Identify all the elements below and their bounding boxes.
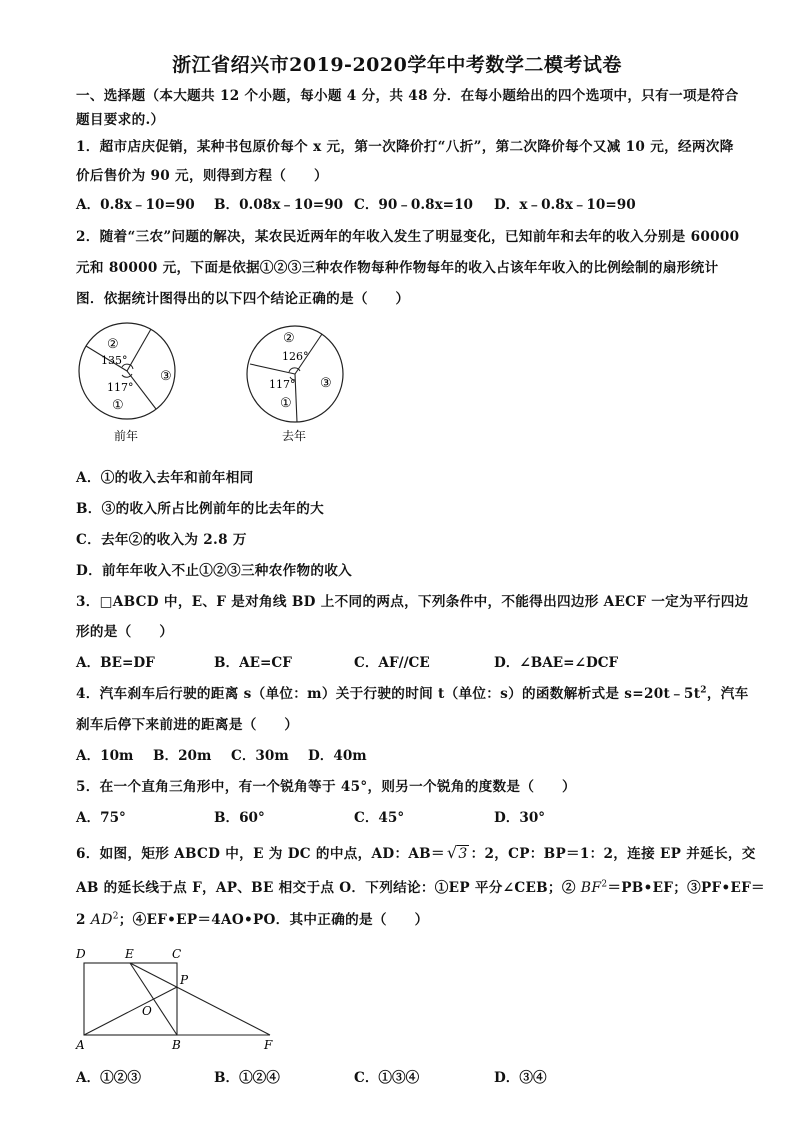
point-f-label: F xyxy=(264,1038,273,1052)
section-intro-line1: 一、选择题（本大题共 12 个小题，每小题 4 分，共 48 分．在每小题给出的四个选项中，只有一项是符合 xyxy=(76,88,739,104)
q6-line1-text: 6．如图，矩形 ABCD 中，E 为 DC 的中点，AD：AB＝ xyxy=(76,846,445,862)
section-intro-line2: 题目要求的.） xyxy=(76,112,165,128)
q6-line3-tail: ；④EF•EP＝4AO•PO．其中正确的是（ ） xyxy=(118,912,429,928)
pie2-label-2: ② xyxy=(283,331,295,346)
point-o-label: O xyxy=(142,1004,152,1018)
q2-line3: 图．依据统计图得出的以下四个结论正确的是（ ） xyxy=(76,291,410,307)
q4-option-c: C．30m xyxy=(231,748,289,764)
q6-option-d: D．③④ xyxy=(494,1070,547,1086)
q3-option-c: C．AF//CE xyxy=(354,655,430,671)
q2-option-a: A．①的收入去年和前年相同 xyxy=(76,470,254,486)
pie1-label-3: ③ xyxy=(160,369,172,384)
q4-line1-text: 4．汽车刹车后行驶的距离 s（单位：m）关于行驶的时间 t（单位：s）的函数解析式是 s=20t﹣5t xyxy=(76,686,701,702)
pie1-angle-bottom: 117° xyxy=(107,381,134,394)
sqrt-argument: 3 xyxy=(458,846,468,862)
pie2-caption: 去年 xyxy=(282,429,307,443)
page-title: 浙江省绍兴市2019-2020学年中考数学二模考试卷 xyxy=(172,54,622,76)
q5-option-c: C．45° xyxy=(354,810,405,826)
q1-option-b: B．0.08x﹣10=90 xyxy=(214,197,344,213)
q6-option-c: C．①③④ xyxy=(354,1070,420,1086)
q2-option-b: B．③的收入所占比例前年的比去年的大 xyxy=(76,501,324,517)
q6-line2 xyxy=(76,876,765,896)
q1-line1: 1．超市店庆促销，某种书包原价每个 x 元，第一次降价打“八折”，第二次降价每个又减 10 元，经两次降 xyxy=(76,139,734,155)
q1-option-d: D．x﹣0.8x﹣10=90 xyxy=(494,197,636,213)
rectangle-geometry-figure xyxy=(70,942,290,1054)
point-b-label: B xyxy=(172,1038,181,1052)
pie1-label-2: ② xyxy=(107,337,119,352)
sqrt-sign-icon: √ xyxy=(446,843,458,862)
pie-chart-last-year xyxy=(242,322,362,444)
q6-line2-tail: ＝PB•EF；③PF•EF＝ xyxy=(607,880,765,896)
point-d-label: D xyxy=(76,947,86,961)
q4-line2: 刹车后停下来前进的距离是（ ） xyxy=(76,717,299,733)
sqrt-expression xyxy=(447,843,469,862)
q4-line1-tail: ，汽车 xyxy=(706,686,749,702)
q1-line2: 价后售价为 90 元，则得到方程（ ） xyxy=(76,168,328,184)
pie1-label-1: ① xyxy=(112,398,124,413)
q6-line3 xyxy=(76,908,428,928)
q2-option-c: C．去年②的收入为 2.8 万 xyxy=(76,532,247,548)
q2-line2: 元和 80000 元，下面是依据①②③三种农作物每种作物每年的收入占该年年收入的比例绘制的扇形统计 xyxy=(76,260,719,276)
q4-option-a: A．10m xyxy=(76,748,134,764)
q6-ad-exponent: 2 xyxy=(112,911,119,922)
q6-bf: BF xyxy=(580,880,602,896)
q4-option-b: B．20m xyxy=(153,748,212,764)
q1-option-a: A．0.8x﹣10=90 xyxy=(76,197,195,213)
q1-option-c: C．90﹣0.8x=10 xyxy=(354,197,473,213)
pie1-caption: 前年 xyxy=(114,429,139,443)
point-e-label: E xyxy=(125,947,134,961)
pie2-label-1: ① xyxy=(280,396,292,411)
point-p-label: P xyxy=(180,973,189,987)
q3-option-a: A．BE=DF xyxy=(76,655,155,671)
q6-line1 xyxy=(76,842,756,862)
q4-line1 xyxy=(76,682,749,702)
q4-exponent: 2 xyxy=(700,685,707,696)
q4-option-d: D．40m xyxy=(308,748,367,764)
q6-line1-tail: ：2，CP：BP＝1：2，连接 EP 并延长，交 xyxy=(470,846,756,862)
q3-line1: 3．□ABCD 中，E、F 是对角线 BD 上不同的两点，下列条件中，不能得出四边形 AECF 一定为平行四边 xyxy=(76,594,749,610)
pie1-angle-top: 135° xyxy=(101,354,128,367)
q6-line3-lead: 2 xyxy=(76,912,91,928)
q3-option-d: D．∠BAE=∠DCF xyxy=(494,655,619,671)
point-a-label: A xyxy=(76,1038,85,1052)
q6-option-b: B．①②④ xyxy=(214,1070,280,1086)
q5-line1: 5．在一个直角三角形中，有一个锐角等于 45°，则另一个锐角的度数是（ ） xyxy=(76,779,576,795)
pie2-angle-bottom: 117° xyxy=(269,378,296,391)
q3-option-b: B．AE=CF xyxy=(214,655,292,671)
q5-option-b: B．60° xyxy=(214,810,265,826)
q6-ad: AD xyxy=(90,912,113,928)
q6-option-a: A．①②③ xyxy=(76,1070,141,1086)
pie-chart-previous-year xyxy=(70,322,190,444)
q5-option-a: A．75° xyxy=(76,810,126,826)
q3-line2: 形的是（ ） xyxy=(76,624,174,640)
q2-line1: 2．随着“三农”问题的解决，某农民近两年的年收入发生了明显变化，已知前年和去年的收入分别是 60000 xyxy=(76,229,740,245)
q5-option-d: D．30° xyxy=(494,810,546,826)
q6-bf-exponent: 2 xyxy=(601,879,608,890)
pie2-label-3: ③ xyxy=(320,376,332,391)
q6-line2-text: AB 的延长线于点 F，AP、BE 相交于点 O．下列结论：①EP 平分∠CEB；② xyxy=(76,880,581,896)
q2-option-d: D．前年年收入不止①②③三种农作物的收入 xyxy=(76,563,353,579)
pie2-angle-top: 126° xyxy=(282,350,309,363)
point-c-label: C xyxy=(172,947,182,961)
